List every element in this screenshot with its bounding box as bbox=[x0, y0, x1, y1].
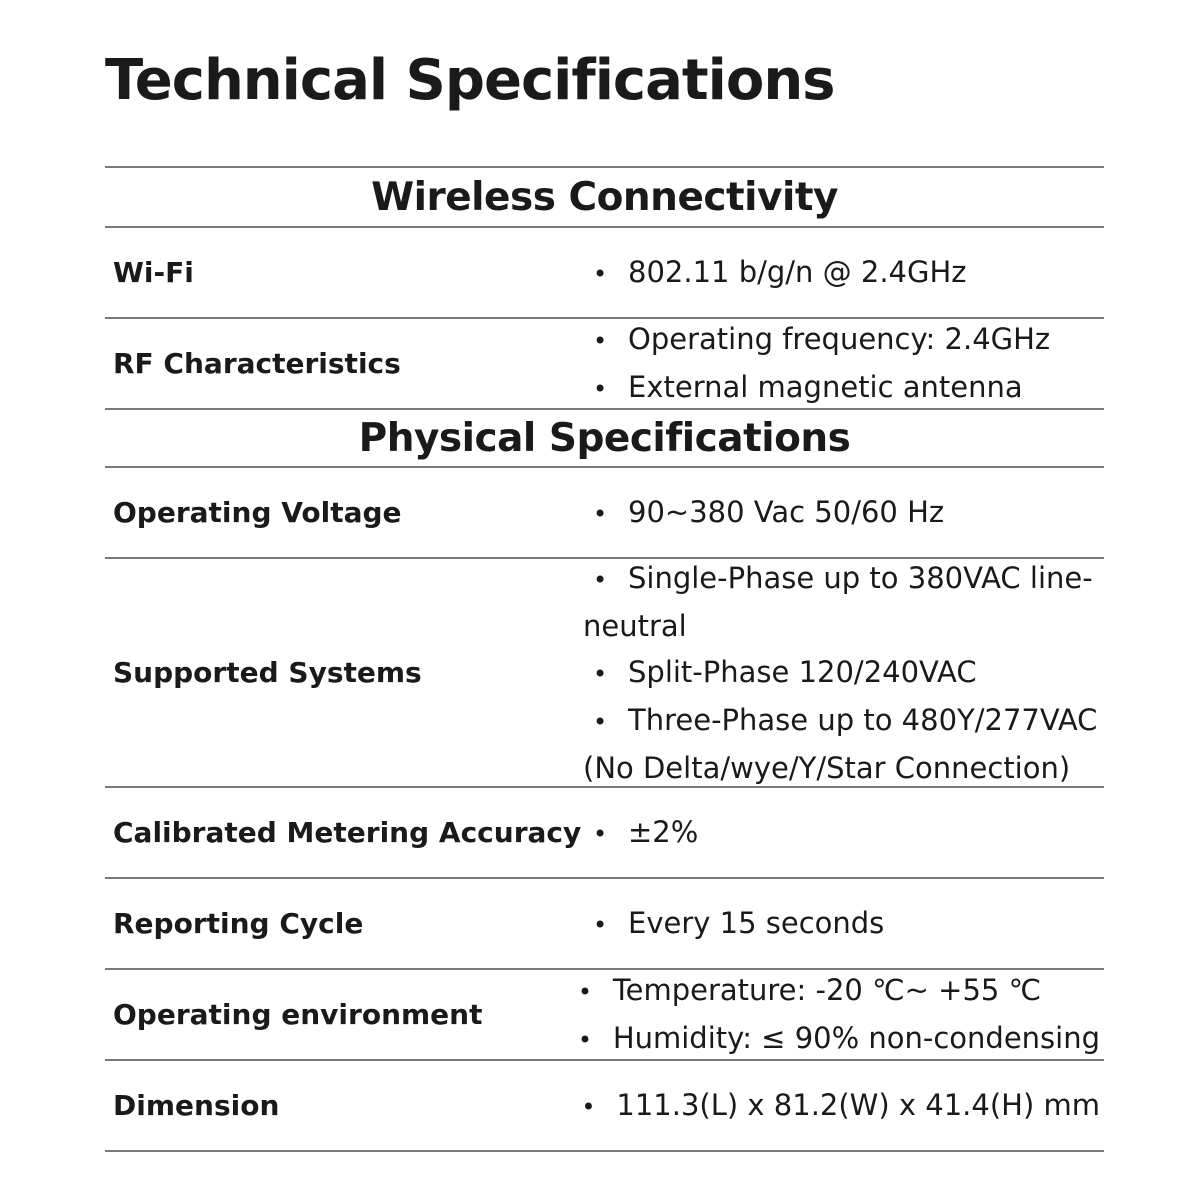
value-line bbox=[583, 649, 1100, 697]
row-label: Operating environment bbox=[113, 998, 483, 1031]
row-dimension bbox=[105, 1061, 1104, 1152]
value-text: Humidity: ≤ 90% non-condensing bbox=[612, 1020, 1100, 1055]
value-line-continued bbox=[583, 745, 1100, 791]
bullet-icon: • bbox=[593, 707, 608, 736]
row-values bbox=[583, 468, 1104, 557]
bullet-icon: • bbox=[593, 326, 608, 355]
page-title: Technical Specifications bbox=[105, 48, 835, 113]
row-rf-characteristics bbox=[105, 319, 1104, 410]
bullet-icon: • bbox=[593, 374, 608, 403]
value-line bbox=[583, 316, 1100, 364]
row-label: Operating Voltage bbox=[113, 496, 402, 529]
value-line bbox=[568, 967, 1100, 1015]
value-line bbox=[583, 697, 1100, 745]
value-text: neutral bbox=[583, 608, 687, 643]
row-label: Dimension bbox=[113, 1089, 280, 1122]
section-heading-text: Wireless Connectivity bbox=[371, 174, 838, 220]
bullet-icon: • bbox=[593, 910, 608, 939]
value-line bbox=[583, 555, 1100, 603]
value-text: Temperature: -20 ℃~ +55 ℃ bbox=[612, 972, 1042, 1007]
value-text: Operating frequency: 2.4GHz bbox=[628, 321, 1051, 356]
value-text: Single-Phase up to 380VAC line- bbox=[628, 560, 1093, 595]
section-heading-text: Physical Specifications bbox=[358, 415, 851, 461]
bullet-icon: • bbox=[593, 565, 608, 594]
value-line bbox=[583, 364, 1100, 412]
value-line bbox=[583, 489, 1100, 537]
value-text: 90~380 Vac 50/60 Hz bbox=[628, 494, 945, 529]
row-supported-systems bbox=[105, 559, 1104, 788]
row-label: Wi-Fi bbox=[113, 256, 194, 289]
row-values bbox=[583, 228, 1104, 317]
bullet-icon: • bbox=[581, 1092, 596, 1121]
bullet-icon: • bbox=[593, 499, 608, 528]
value-text: (No Delta/wye/Y/Star Connection) bbox=[583, 750, 1071, 785]
row-label: Calibrated Metering Accuracy bbox=[113, 816, 582, 849]
row-label: RF Characteristics bbox=[113, 347, 401, 380]
value-text: External magnetic antenna bbox=[628, 369, 1023, 404]
row-calibrated-metering-accuracy bbox=[105, 788, 1104, 879]
row-label: Reporting Cycle bbox=[113, 907, 364, 940]
row-values bbox=[583, 788, 1104, 877]
bullet-icon: • bbox=[593, 819, 608, 848]
bullet-icon: • bbox=[593, 659, 608, 688]
spec-table bbox=[105, 166, 1104, 1152]
value-text: Every 15 seconds bbox=[628, 905, 885, 940]
value-text: Split-Phase 120/240VAC bbox=[628, 654, 977, 689]
bullet-icon: • bbox=[593, 259, 608, 288]
value-line bbox=[583, 249, 1100, 297]
value-line bbox=[583, 809, 1100, 857]
value-line bbox=[583, 900, 1100, 948]
section-heading-wireless bbox=[105, 168, 1104, 228]
row-values bbox=[583, 559, 1104, 786]
value-text: ±2% bbox=[628, 814, 699, 849]
row-operating-voltage bbox=[105, 468, 1104, 559]
bullet-icon: • bbox=[577, 977, 592, 1006]
value-line bbox=[571, 1082, 1100, 1130]
row-operating-environment bbox=[105, 970, 1104, 1061]
row-values bbox=[583, 879, 1104, 968]
row-wifi bbox=[105, 228, 1104, 319]
value-line-continued bbox=[583, 603, 1100, 649]
row-label: Supported Systems bbox=[113, 656, 422, 689]
bullet-icon: • bbox=[577, 1025, 592, 1054]
row-values bbox=[583, 319, 1104, 408]
row-values bbox=[571, 1061, 1104, 1150]
row-values bbox=[568, 970, 1104, 1059]
row-reporting-cycle bbox=[105, 879, 1104, 970]
value-text: 111.3(L) x 81.2(W) x 41.4(H) mm bbox=[616, 1087, 1100, 1122]
value-text: 802.11 b/g/n @ 2.4GHz bbox=[628, 254, 967, 289]
value-text: Three-Phase up to 480Y/277VAC bbox=[628, 702, 1098, 737]
value-line bbox=[568, 1015, 1100, 1063]
section-heading-physical bbox=[105, 410, 1104, 468]
